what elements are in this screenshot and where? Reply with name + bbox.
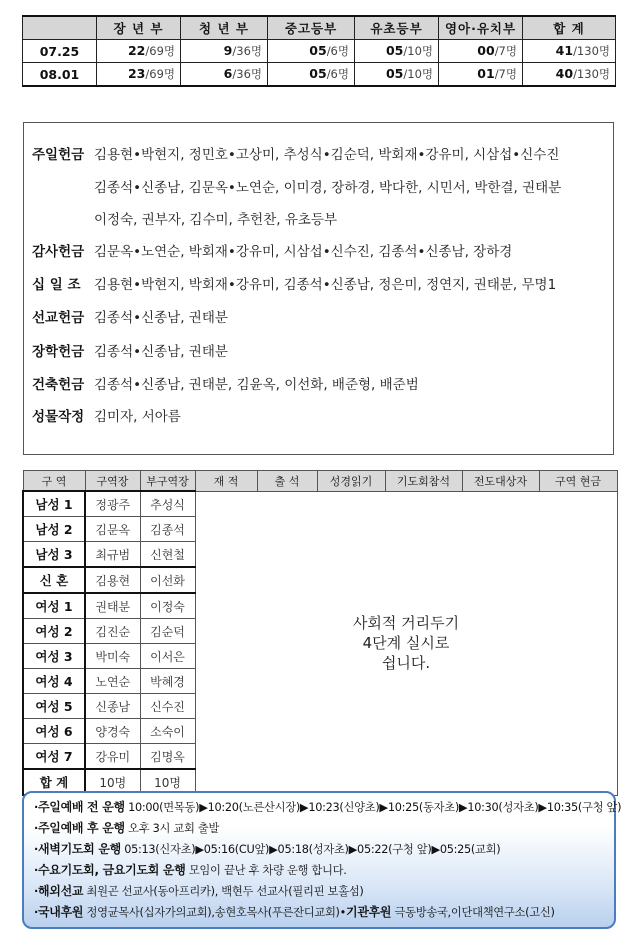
col-sub-leader: 부구역장 [140,471,195,492]
col-middle-high: 중고등부 [268,16,355,40]
bulletin-title: 기관후원 [346,905,392,919]
table-row [23,491,617,517]
attendance-cell: 00/7명 [439,40,523,63]
offering-label: 성물작정 [32,409,85,425]
district-table [22,470,618,796]
col-bible-reading: 성경읽기 [317,471,385,492]
attendance-cell: 05/10명 [355,63,439,87]
attendance-row [23,63,616,87]
offerings-box [23,122,614,455]
bulletin-line: ·해외선교 최원곤 선교사(동아프리카), 백현두 선교사(필리핀 보홀섬) [34,884,364,898]
col-infant: 영아·유치부 [439,16,523,40]
col-attendance: 출 석 [257,471,317,492]
zone-name: 여성 2 [23,619,85,644]
zone-name: 남성 3 [23,542,85,568]
bulletin-line: ·수요기도회, 금요기도회 운행 모임이 끝난 후 차량 운행 합니다. [34,863,347,877]
attendance-cell: 22/69명 [97,40,181,63]
zone-leader: 김문옥 [85,517,140,542]
attendance-table [22,15,616,87]
attendance-cell: 05/6명 [268,63,355,87]
offering-names: 김종석•신종남, 김문옥•노연순, 이미경, 장하경, 박다한, 시민서, 박한결, 권태분 [94,180,562,196]
zone-sub-leader: 박혜경 [140,669,195,694]
offering-names: 김용현•박현지, 정민호•고상미, 추성식•김순덕, 박회재•강유미, 시삼섭•신수진 [94,147,560,163]
col-prayer: 기도회참석 [385,471,462,492]
notice-line: 4단계 실시로 [362,634,450,652]
offering-label: 십 일 조 [32,277,81,293]
total-sub-leaders: 10명 [140,769,195,795]
zone-name: 여성 1 [23,593,85,619]
col-total: 합 계 [523,16,616,40]
bulletin-text: 극동방송국,이단대책연구소(고신) [391,906,555,919]
notice-line: 사회적 거리두기 [352,614,460,632]
zone-sub-leader: 이선화 [140,567,195,593]
bulletin-line: ·새벽기도회 운행 05:13(신자초)▶05:16(CU앞)▶05:18(성자초)▶05:22(구청 앞)▶05:25(교회) [34,842,501,856]
attendance-date: 07.25 [23,40,97,63]
bulletin-line: ·국내후원 정영균목사(십자가의교회),송현호목사(푸른잔디교회)•기관후원 극동방송국,이단대책연구소(고신) [34,905,555,919]
zone-sub-leader: 김순덕 [140,619,195,644]
zone-leader: 권태분 [85,593,140,619]
zone-name: 남성 2 [23,517,85,542]
col-zone: 구 역 [23,471,85,492]
zone-name: 여성 5 [23,694,85,719]
offering-names: 김미자, 서아름 [94,409,181,425]
bulletin-title: 국내후원 [38,905,84,919]
offering-label: 장학헌금 [32,344,85,360]
col-evangelism: 전도대상자 [462,471,539,492]
district-header-row [23,471,617,492]
offering-label: 주일헌금 [32,147,85,163]
zone-leader: 김진순 [85,619,140,644]
zone-name: 여성 6 [23,719,85,744]
attendance-corner [23,16,97,40]
zone-total: 합 계 [23,769,85,795]
zone-sub-leader: 신수진 [140,694,195,719]
col-leader: 구역장 [85,471,140,492]
col-enrolled: 재 적 [195,471,257,492]
zone-leader: 김용현 [85,567,140,593]
zone-name: 여성 4 [23,669,85,694]
attendance-cell: 05/10명 [355,40,439,63]
zone-leader: 노연순 [85,669,140,694]
offering-names: 김종석•신종남, 권태분, 김윤옥, 이선화, 배준형, 배준범 [94,377,419,393]
notice-line: 쉽니다. [381,654,431,672]
bulletin-title: 주일예배 후 운행 [38,821,125,835]
bulletin-text: 정영균목사(십자가의교회),송현호목사(푸른잔디교회)• [83,906,347,919]
bulletin-text: 최원곤 선교사(동아프리카), 백현두 선교사(필리핀 보홀섬) [83,885,364,898]
col-zone-offering: 구역 현금 [539,471,617,492]
offering-label: 감사헌금 [32,244,85,260]
zone-leader: 정광주 [85,491,140,517]
offering-names: 이정숙, 권부자, 김수미, 추헌찬, 유초등부 [94,212,337,228]
zone-name: 신 혼 [23,567,85,593]
zone-leader: 박미숙 [85,644,140,669]
bulletin-title: 수요기도회, 금요기도회 운행 [38,863,186,877]
offering-names: 김용현•박현지, 박회재•강유미, 김종석•신종남, 정은미, 정연지, 권태분, 무명1 [94,277,557,293]
attendance-cell: 23/69명 [97,63,181,87]
col-youth: 청 년 부 [181,16,268,40]
attendance-cell: 40/130명 [523,63,616,87]
col-adult: 장 년 부 [97,16,181,40]
bulletin-text: 10:00(면목동)▶10:20(노른산시장)▶10:23(신양초)▶10:25(동자초)▶10:30(성자초)▶10:35(구청 앞) [124,801,622,814]
bulletin-text: 오후 3시 교회 출발 [124,822,220,835]
attendance-cell: 05/6명 [268,40,355,63]
zone-leader: 강유미 [85,744,140,770]
bulletin-text: 05:13(신자초)▶05:16(CU앞)▶05:18(성자초)▶05:22(구청 앞)▶05:25(교회) [120,843,501,856]
attendance-cell: 01/7명 [439,63,523,87]
attendance-row [23,40,616,63]
offering-label: 건축헌금 [32,377,85,393]
zone-sub-leader: 김종석 [140,517,195,542]
zone-sub-leader: 소숙이 [140,719,195,744]
district-notice [195,491,617,795]
zone-name: 여성 7 [23,744,85,770]
zone-sub-leader: 신현철 [140,542,195,568]
zone-sub-leader: 추성식 [140,491,195,517]
bulletin-line: ·주일예배 전 운행 10:00(면목동)▶10:20(노른산시장)▶10:23(신양초)▶10:25(동자초)▶10:30(성자초)▶10:35(구청 앞) [34,800,622,814]
zone-name: 여성 3 [23,644,85,669]
zone-sub-leader: 이서은 [140,644,195,669]
attendance-cell: 9/36명 [181,40,268,63]
col-elementary: 유초등부 [355,16,439,40]
bulletin-title: 해외선교 [38,884,84,898]
bulletin-line: ·주일예배 후 운행 오후 3시 교회 출발 [34,821,220,835]
offering-names: 김종석•신종남, 권태분 [94,310,228,326]
bulletin-notice-box [22,791,622,929]
zone-sub-leader: 이정숙 [140,593,195,619]
total-leaders: 10명 [85,769,140,795]
zone-leader: 신종남 [85,694,140,719]
zone-leader: 양경숙 [85,719,140,744]
offering-names: 김문옥•노연순, 박회재•강유미, 시삼섭•신수진, 김종석•신종남, 장하경 [94,244,513,260]
bulletin-text: 모임이 끝난 후 차량 운행 합니다. [185,864,347,877]
zone-leader: 최규범 [85,542,140,568]
attendance-cell: 6/36명 [181,63,268,87]
bulletin-title: 새벽기도회 운행 [38,842,121,856]
attendance-cell: 41/130명 [523,40,616,63]
bulletin-title: 주일예배 전 운행 [38,800,125,814]
offering-names: 김종석•신종남, 권태분 [94,344,228,360]
zone-sub-leader: 김명옥 [140,744,195,770]
zone-name: 남성 1 [23,491,85,517]
attendance-date: 08.01 [23,63,97,87]
offering-label: 선교헌금 [32,310,85,326]
attendance-header-row [23,16,616,40]
